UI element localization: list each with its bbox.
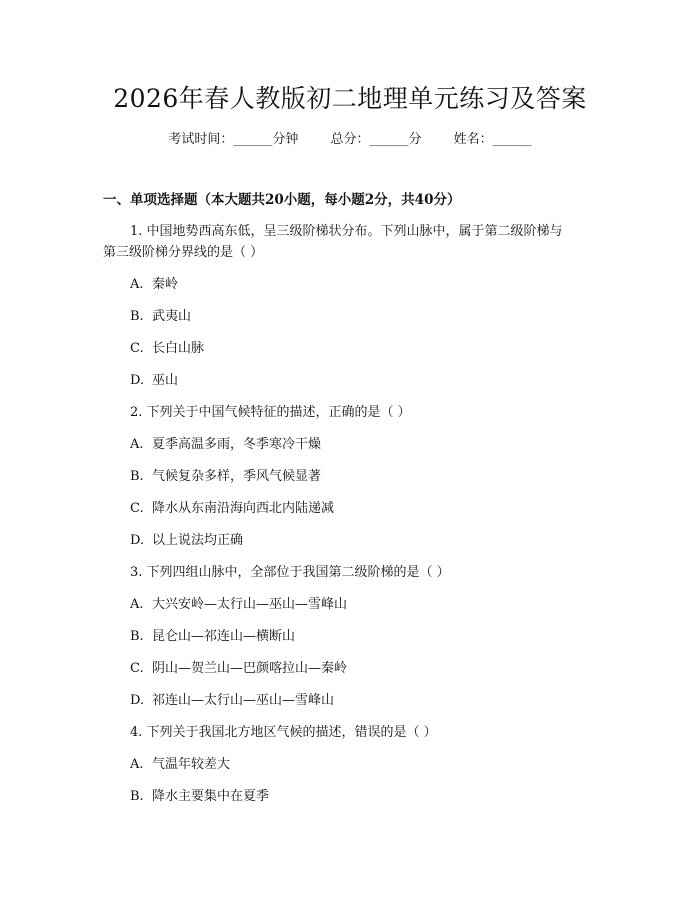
option-letter: D. — [130, 533, 145, 548]
option-letter: D. — [130, 373, 145, 388]
option-text: 气温年较差大 — [152, 757, 231, 772]
option-text: 大兴安岭—太行山—巫山—雪峰山 — [152, 597, 348, 612]
option-text: 巫山 — [152, 373, 179, 388]
question-3-option-a — [130, 595, 347, 615]
option-text: 降水主要集中在夏季 — [152, 789, 270, 804]
score-blank: ______ — [369, 132, 409, 147]
option-text: 气候复杂多样，季风气候显著 — [152, 469, 322, 484]
option-text: 祁连山—太行山—巫山—雪峰山 — [152, 693, 335, 708]
option-letter: C. — [130, 661, 144, 676]
option-text: 秦岭 — [152, 277, 179, 292]
name-label: 姓名： — [453, 132, 493, 147]
option-letter: A. — [130, 757, 144, 772]
option-letter: B. — [130, 629, 144, 644]
score-label: 总分： — [330, 132, 370, 147]
score-unit: 分 — [408, 132, 422, 147]
question-2-stem: 2. 下列关于中国气候特征的描述，正确的是（ ） — [130, 405, 411, 420]
question-1-stem-cont: 第三级阶梯分界线的是（ ） — [103, 245, 264, 260]
question-3-stem: 3. 下列四组山脉中，全部位于我国第二级阶梯的是（ ） — [130, 565, 450, 580]
option-text: 昆仑山—祁连山—横断山 — [152, 629, 296, 644]
option-text: 武夷山 — [152, 309, 192, 324]
option-letter: A. — [130, 437, 144, 452]
option-letter: C. — [130, 501, 144, 516]
student-name — [454, 132, 532, 147]
time-label: 考试时间： — [168, 132, 234, 147]
option-text: 阴山—贺兰山—巴颜喀拉山—秦岭 — [152, 661, 348, 676]
section-heading: 一、单项选择题（本大题共20小题，每小题2分，共40分） — [103, 192, 461, 208]
option-text: 降水从东南沿海向西北内陆递减 — [152, 501, 335, 516]
question-2-option-a — [130, 435, 321, 455]
question-4-option-a — [130, 755, 230, 775]
question-2-option-c — [130, 499, 334, 519]
question-1-option-a — [130, 275, 178, 295]
question-3-option-d — [130, 691, 334, 711]
name-blank: ______ — [492, 132, 532, 147]
question-4-stem: 4. 下列关于我国北方地区气候的描述，错误的是（ ） — [130, 725, 437, 740]
option-letter: A. — [130, 277, 144, 292]
option-letter: B. — [130, 469, 144, 484]
question-1-stem: 1. 中国地势西高东低，呈三级阶梯状分布。下列山脉中，属于第二级阶梯与 — [130, 224, 563, 239]
option-text: 以上说法均正确 — [152, 533, 244, 548]
exam-score — [330, 132, 421, 147]
option-letter: B. — [130, 789, 144, 804]
time-blank: ______ — [233, 132, 273, 147]
question-2-option-b — [130, 467, 321, 487]
option-letter: C. — [130, 341, 144, 356]
option-letter: D. — [130, 693, 145, 708]
question-2-option-d — [130, 531, 243, 551]
question-1-option-d — [130, 371, 178, 391]
question-3-option-c — [130, 659, 347, 679]
page-title: 2026年春人教版初二地理单元练习及答案 — [113, 84, 587, 113]
question-3-option-b — [130, 627, 295, 647]
exam-time — [168, 132, 298, 147]
question-4-option-b — [130, 787, 269, 807]
question-1-option-c — [130, 339, 204, 359]
option-text: 长白山脉 — [152, 341, 205, 356]
question-1-option-b — [130, 307, 191, 327]
exam-meta — [0, 130, 700, 150]
option-text: 夏季高温多雨，冬季寒冷干燥 — [152, 437, 322, 452]
option-letter: B. — [130, 309, 144, 324]
option-letter: A. — [130, 597, 144, 612]
time-unit: 分钟 — [272, 132, 299, 147]
